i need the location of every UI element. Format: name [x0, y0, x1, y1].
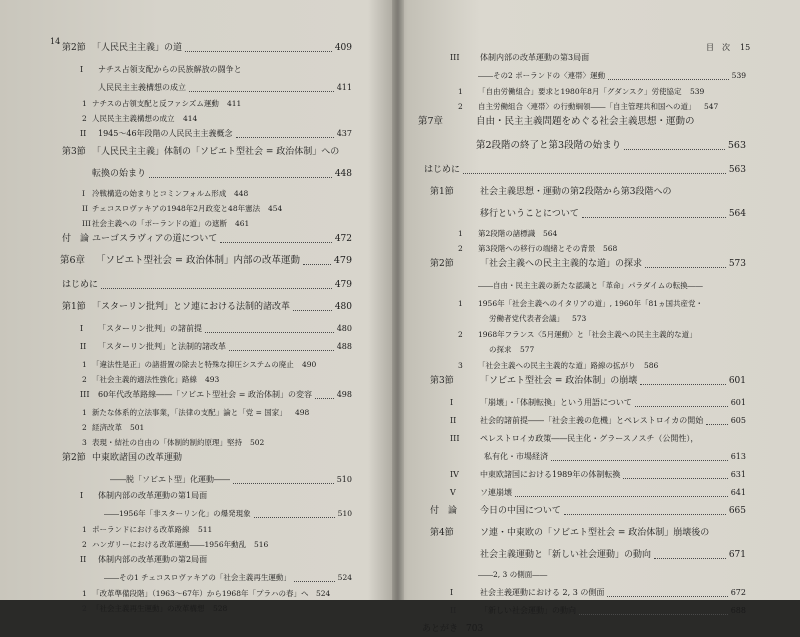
toc-entry-number: 第2節	[62, 43, 86, 53]
toc-entry	[404, 373, 800, 389]
toc-entry-number: 第3節	[430, 376, 454, 386]
toc-entry-number: 2	[82, 375, 87, 384]
toc-entry-title: 「ソビエト型社会 = 政治体制」の崩壊	[480, 376, 638, 386]
toc-entry-number: II	[450, 416, 457, 425]
toc-entry-page: 547	[704, 102, 719, 111]
toc-entry	[404, 395, 800, 411]
toc-entry-number: 3	[82, 438, 87, 447]
toc-entry	[0, 277, 392, 293]
dot-leader	[640, 384, 726, 385]
toc-entry-number: III	[450, 434, 460, 443]
toc-entry-page: 472	[334, 234, 352, 244]
toc-entry-number: 2	[458, 330, 463, 339]
toc-entry	[404, 296, 800, 312]
toc-entry-title: 社会主義への「ポーランドの道」の遮断	[92, 219, 227, 228]
toc-entry	[404, 114, 800, 130]
toc-entry-number: I	[450, 588, 454, 597]
toc-entry	[404, 206, 800, 222]
toc-entry-title: ――脱「ソビエト型」化運動――	[110, 475, 230, 484]
toc-entry-page: 577	[520, 345, 535, 354]
toc-entry-page: 461	[235, 219, 250, 228]
toc-entry-title: 「スターリン批判」の諸前提	[98, 324, 202, 333]
toc-entry-title: 「社会主義的適法性強化」路線	[92, 375, 197, 384]
toc-entry-page: 454	[268, 204, 283, 213]
toc-entry	[0, 570, 392, 586]
dot-leader	[654, 558, 726, 559]
toc-entry	[0, 405, 392, 421]
toc-entry-page: 539	[731, 71, 746, 80]
dot-leader	[236, 137, 334, 138]
toc-entry	[404, 256, 800, 272]
dot-leader	[149, 177, 332, 178]
toc-entry-title: 「改革準備段階」（1963～67年）から1968年「プラハの春」へ	[92, 589, 309, 598]
toc-entry-page: 524	[337, 573, 352, 582]
dot-leader	[579, 614, 728, 615]
toc-entry-page: 409	[334, 43, 352, 53]
toc-entry-title: ――その1 チェコスロヴァキアの「社会主義再生運動」	[104, 573, 291, 582]
toc-entry	[0, 450, 392, 466]
toc-entry-page: 631	[730, 470, 746, 479]
toc-entry	[0, 126, 392, 142]
toc-entry-title: 中東欧諸国の改革運動	[92, 453, 183, 463]
dot-leader	[254, 517, 335, 518]
toc-entry-page: 563	[727, 140, 746, 151]
dot-leader	[229, 350, 334, 351]
toc-entry-page: 411	[336, 83, 352, 92]
toc-entry-title: の探求	[489, 345, 512, 354]
toc-entry-title: 労働者党代表者会議」	[489, 314, 564, 323]
toc-entry-title: 中東欧諸国における1989年の体制転換	[480, 470, 621, 479]
toc-entry-number: 2	[82, 114, 87, 123]
toc-entry-number: 1	[82, 99, 87, 108]
toc-entry-page: 672	[730, 588, 746, 597]
toc-entry-number: I	[80, 65, 84, 74]
toc-entry	[0, 522, 392, 538]
dot-leader	[623, 478, 728, 479]
toc-entry-title: 「崩壊」・「体制転換」という用語について	[480, 398, 632, 407]
toc-entry-number: III	[450, 53, 460, 62]
toc-entry-title: 経済改革	[92, 423, 122, 432]
toc-entry-page: 573	[728, 259, 746, 269]
toc-entry	[0, 420, 392, 436]
toc-entry-page: 448	[234, 189, 249, 198]
toc-entry	[0, 339, 392, 355]
toc-entry-number: 付 論	[62, 234, 90, 244]
toc-entry	[0, 372, 392, 388]
toc-entry	[0, 186, 392, 202]
toc-entry	[404, 311, 800, 327]
toc-entry	[404, 358, 800, 374]
toc-entry-page: 665	[728, 506, 746, 516]
toc-entry	[404, 342, 800, 358]
dot-leader	[624, 149, 725, 150]
toc-entry-page: 510	[336, 475, 352, 484]
toc-entry	[0, 80, 392, 96]
toc-entry-number: II	[80, 555, 87, 564]
toc-entry-page: 488	[336, 342, 352, 351]
toc-entry-title: チェコスロヴァキアの1948年2月政変と48年憲法	[92, 204, 261, 213]
toc-entry-title: 「人民民主主義」体制の「ソビエト型社会 = 政治体制」への	[92, 147, 340, 157]
toc-entry-page: 564	[543, 229, 558, 238]
toc-entry-page: 586	[644, 361, 659, 370]
toc-entry-title: 自主労働組合〈連帯〉の行動綱領――「自主管理共和国への道」	[478, 102, 696, 111]
toc-entry-title: 体制内部の改革運動の第1局面	[98, 491, 208, 500]
toc-entry-title: ナチスの占領支配と反ファシズム運動	[92, 99, 219, 108]
left-page	[0, 0, 392, 613]
page-number: 15	[740, 43, 751, 52]
dot-leader	[551, 460, 728, 461]
toc-entry-title: 「スターリン批判」とソ連における法制的諸改革	[92, 302, 291, 312]
toc-entry	[0, 96, 392, 112]
toc-entry-title: 社会主義運動と「新しい社会運動」の動向	[480, 550, 652, 560]
toc-entry-page: 502	[250, 438, 265, 447]
toc-entry-number: 2	[82, 540, 87, 549]
toc-entry	[404, 68, 800, 84]
toc-entry-title: 自由・民主主義問題をめぐる社会主義思想・運動の	[476, 116, 695, 127]
dot-leader	[294, 581, 335, 582]
toc-entry-title: 「人民民主主義」の道	[92, 43, 183, 53]
toc-entry	[0, 231, 392, 247]
page-gutter	[392, 0, 404, 600]
toc-entry-title: 人民民主主義構想の成立	[92, 114, 175, 123]
toc-entry-number: II	[80, 129, 87, 138]
toc-entry-number: 1	[458, 229, 463, 238]
toc-entry-title: 「ソビエト型社会 = 政治体制」内部の改革運動	[96, 255, 301, 266]
toc-entry-number: 3	[458, 361, 463, 370]
toc-entry-title: ポーランドにおける改革路線	[92, 525, 190, 534]
toc-entry-page: 437	[336, 129, 352, 138]
toc-entry-title: ――2, 3 の側面――	[478, 570, 548, 579]
toc-entry-page: 448	[334, 169, 352, 179]
toc-entry	[404, 503, 800, 519]
dot-leader	[220, 242, 332, 243]
toc-entry-page: 671	[728, 550, 746, 560]
toc-entry-page: 501	[130, 423, 145, 432]
toc-entry	[404, 603, 800, 619]
toc-entry-number: V	[450, 488, 456, 497]
dot-leader	[607, 596, 728, 597]
toc-entry-title: ――1956年「非スターリン化」の爆発現象	[104, 509, 251, 518]
toc-entry	[0, 472, 392, 488]
toc-entry-number: II	[80, 342, 87, 351]
toc-entry	[404, 184, 800, 200]
toc-entry-title: 「自由労働組合」要求と1980年8月「グダンスク」労使協定	[478, 87, 682, 96]
toc-entry-page: 498	[295, 408, 310, 417]
toc-entry-page: 601	[730, 398, 746, 407]
toc-entry-title: 社会主義運動における 2, 3 の側面	[480, 588, 605, 597]
dot-leader	[315, 398, 334, 399]
toc-entry-number: 2	[82, 604, 87, 613]
toc-entry-number: 1	[82, 525, 87, 534]
toc-entry-page: 605	[730, 416, 746, 425]
toc-entry-number: I	[80, 491, 84, 500]
toc-entry-page: 490	[302, 360, 317, 369]
toc-entry-page: 480	[334, 302, 352, 312]
toc-entry-page: 563	[728, 165, 746, 175]
toc-entry-title: 「社会主義への民主主義的な道」路線の拡がり	[478, 361, 636, 370]
toc-entry	[404, 621, 800, 637]
toc-entry-number: 2	[458, 244, 463, 253]
dot-leader	[233, 483, 334, 484]
toc-entry-title: 社会的諸前提――「社会主義の危機」とペレストロイカの開始	[480, 416, 704, 425]
toc-entry-title: 「スターリン批判」と法制的諸改革	[98, 342, 226, 351]
dot-leader	[635, 406, 728, 407]
toc-entry-title: 私有化・市場経済	[484, 452, 548, 461]
toc-entry-title: 体制内部の改革運動の第2局面	[98, 555, 208, 564]
toc-entry-number: 1	[82, 589, 87, 598]
toc-entry-title: 第2段階の終了と第3段階の始まり	[476, 140, 622, 151]
toc-entry-page: 511	[198, 525, 213, 534]
dot-leader	[293, 310, 332, 311]
toc-entry	[0, 506, 392, 522]
toc-entry	[0, 552, 392, 568]
toc-entry-number: I	[80, 324, 84, 333]
dot-leader	[463, 173, 726, 174]
toc-entry	[0, 166, 392, 182]
toc-entry	[0, 253, 392, 269]
toc-entry	[404, 467, 800, 483]
toc-entry-title: ユーゴスラヴィアの道について	[92, 234, 218, 244]
toc-entry-page: 528	[213, 604, 228, 613]
toc-entry	[404, 413, 800, 429]
toc-entry	[0, 321, 392, 337]
dot-leader	[608, 79, 729, 80]
toc-entry-title: ソ連崩壊	[480, 488, 512, 497]
toc-entry	[404, 278, 800, 294]
toc-entry	[404, 162, 800, 178]
running-header-label: 目 次	[706, 43, 730, 52]
toc-entry-number: I	[82, 189, 85, 198]
toc-entry-number: 1	[82, 408, 87, 417]
toc-entry	[404, 241, 800, 257]
dot-leader	[189, 91, 334, 92]
toc-entry-page: 601	[728, 376, 746, 386]
toc-entry	[404, 327, 800, 343]
toc-entry-number: III	[80, 390, 90, 399]
toc-entry	[0, 387, 392, 403]
toc-entry	[0, 40, 392, 56]
toc-entry	[0, 299, 392, 315]
toc-entry-title: 1956年「社会主義へのイタリアの道」, 1960年「81ヵ国共産党・	[478, 299, 703, 308]
toc-entry-title: ナチス占領支配からの民族解放の闘争と	[98, 65, 242, 74]
toc-entry-page: 703	[466, 624, 484, 634]
toc-entry-page: 411	[227, 99, 242, 108]
toc-entry	[404, 485, 800, 501]
toc-entry-title: ハンガリーにおける改革運動――1956年動乱	[92, 540, 247, 549]
toc-entry-title: 冷戦構造の始まりとコミンフォルム形成	[92, 189, 227, 198]
toc-entry-title: 「社会主義再生運動」の改革構想	[92, 604, 205, 613]
toc-entry-page: 414	[183, 114, 198, 123]
toc-entry-title: あとがき	[422, 624, 459, 634]
toc-entry-title: ――自由・民主主義の新たな認識と「革命」パラダイムの転換――	[478, 281, 703, 290]
toc-entry-page: 480	[336, 324, 352, 333]
toc-entry	[0, 144, 392, 160]
toc-entry-title: 第2段階の諸標識	[478, 229, 536, 238]
toc-entry-page: 613	[730, 452, 746, 461]
toc-entry-page: 510	[337, 509, 352, 518]
toc-entry	[0, 62, 392, 78]
toc-entry	[404, 449, 800, 465]
right-page	[404, 0, 800, 634]
toc-entry-title: 1945～46年段階の人民民主主義概念	[98, 129, 233, 138]
dot-leader	[706, 424, 728, 425]
toc-entry-title: ペレストロイカ政策――民主化・グラースノスチ（公開性），	[480, 434, 699, 443]
toc-entry	[404, 99, 800, 115]
toc-entry-title: はじめに	[424, 165, 461, 175]
toc-entry-title: 「社会主義への民主主義的な道」の探求	[480, 259, 643, 269]
page-number: 14	[50, 37, 61, 46]
toc-entry-title: 人民民主主義構想の成立	[98, 83, 186, 92]
toc-entry-number: 第7章	[418, 116, 444, 127]
dot-leader	[185, 51, 332, 52]
toc-entry-title: 今日の中国について	[480, 506, 561, 516]
toc-entry-title: 体制内部の改革運動の第3局面	[480, 53, 590, 62]
toc-entry-page: 524	[316, 589, 331, 598]
toc-entry	[0, 488, 392, 504]
toc-entry-number: 1	[458, 299, 463, 308]
toc-entry-page: 564	[728, 209, 746, 219]
toc-entry-number: IV	[450, 470, 459, 479]
toc-entry-title: 表現・結社の自由の「体制的制約原理」堅持	[92, 438, 242, 447]
toc-entry	[0, 601, 392, 617]
toc-entry	[404, 84, 800, 100]
toc-entry-title: 「違法性是正」の諸措置の除去と特殊な抑圧システムの廃止	[92, 360, 294, 369]
toc-entry	[404, 525, 800, 541]
toc-entry-title: 移行ということについて	[480, 209, 579, 219]
toc-entry-title: 社会主義思想・運動の第2段階から第3段階への	[480, 187, 672, 197]
toc-entry	[404, 547, 800, 563]
toc-entry-page: 498	[336, 390, 352, 399]
dot-leader	[564, 514, 726, 515]
dot-leader	[205, 332, 334, 333]
toc-entry	[404, 567, 800, 583]
toc-entry-title: 第3段階への移行の端緒とその背景	[478, 244, 596, 253]
toc-entry	[0, 216, 392, 232]
toc-entry-number: II	[82, 204, 88, 213]
dot-leader	[582, 217, 726, 218]
toc-entry	[404, 226, 800, 242]
toc-entry-number: 第1節	[430, 187, 454, 197]
toc-entry-number: 2	[458, 102, 463, 111]
toc-entry-number: 2	[82, 423, 87, 432]
toc-entry	[0, 111, 392, 127]
toc-entry	[404, 138, 800, 154]
toc-entry-page: 688	[730, 606, 746, 615]
toc-entry-page: 568	[603, 244, 618, 253]
toc-entry-number: 第2節	[62, 453, 86, 463]
dot-leader	[101, 288, 332, 289]
toc-entry	[404, 585, 800, 601]
toc-entry-page: 641	[730, 488, 746, 497]
toc-entry	[0, 435, 392, 451]
toc-entry-title: ソ連・中東欧の「ソビエト型社会 = 政治体制」崩壊後の	[480, 528, 710, 538]
toc-entry	[0, 537, 392, 553]
toc-entry-number: 第1節	[62, 302, 86, 312]
toc-entry-page: 573	[572, 314, 587, 323]
toc-entry-number: 第6章	[60, 255, 86, 266]
dot-leader	[303, 264, 331, 265]
toc-entry-number: I	[450, 398, 454, 407]
toc-entry-number: 第2節	[430, 259, 454, 269]
toc-entry-page: 493	[205, 375, 220, 384]
toc-entry-page: 516	[254, 540, 269, 549]
toc-entry-number: 第4節	[430, 528, 454, 538]
toc-entry-title: ――その2 ポーランドの〈連帯〉運動	[478, 71, 606, 80]
toc-entry-title: 新たな体系的立法事業，「法律の支配」論と「党 = 国家」	[92, 408, 287, 417]
toc-entry-title: 転換の始まり	[92, 169, 147, 179]
toc-entry	[404, 431, 800, 447]
toc-entry-page: 479	[334, 280, 352, 290]
toc-entry-number: 付 論	[430, 506, 458, 516]
toc-entry-title: 「新しい社会運動」の動向	[480, 606, 576, 615]
toc-entry-number: III	[82, 219, 91, 228]
toc-entry-number: 1	[458, 87, 463, 96]
toc-entry	[404, 50, 800, 66]
toc-entry-title: 60年代改革路線――「ソビエト型社会 = 政治体制」の変容	[98, 390, 312, 399]
toc-entry-title: 1968年フランス〈5月運動〉と「社会主義への民主主義的な道」	[478, 330, 697, 339]
toc-entry	[0, 586, 392, 602]
dot-leader	[515, 496, 728, 497]
toc-entry-number: 1	[82, 360, 87, 369]
toc-entry-number: II	[450, 606, 457, 615]
toc-entry	[0, 201, 392, 217]
toc-entry-page: 479	[333, 255, 352, 266]
toc-entry	[0, 357, 392, 373]
dot-leader	[645, 267, 726, 268]
toc-entry-number: 第3節	[62, 147, 86, 157]
toc-entry-title: はじめに	[62, 280, 99, 290]
toc-entry-page: 539	[690, 87, 705, 96]
